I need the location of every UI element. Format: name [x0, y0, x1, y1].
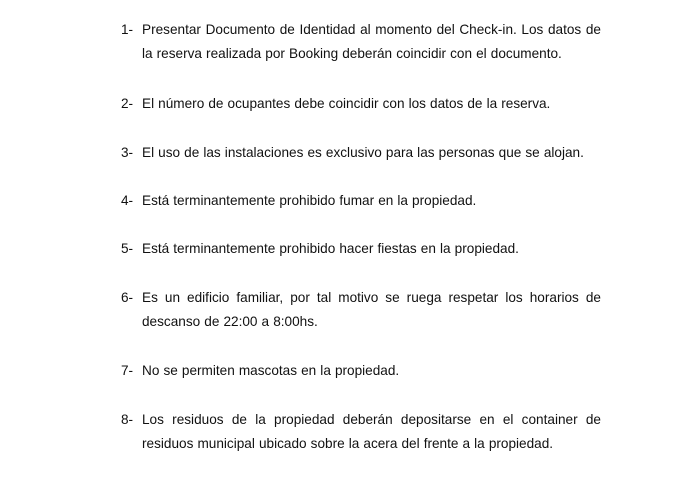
rule-item	[121, 286, 601, 334]
rule-text: El número de ocupantes debe coincidir con los datos de la reserva.	[142, 96, 551, 111]
rule-text: Es un edificio familiar, por tal motivo se ruega respetar los horarios de descanso de 22:00 a 8:00hs.	[142, 290, 601, 329]
rule-number: 4-	[121, 193, 134, 208]
rule-item	[121, 18, 601, 66]
rule-item	[121, 189, 601, 213]
rule-number: 8-	[121, 412, 134, 427]
rule-item	[121, 141, 601, 165]
rule-item	[121, 408, 601, 456]
rule-number: 7-	[121, 363, 134, 378]
rule-number: 6-	[121, 290, 134, 305]
rule-text: Presentar Documento de Identidad al momento del Check-in. Los datos de la reserva realizada por Booking deberán coincidir con el documento.	[142, 22, 601, 61]
rule-item	[121, 92, 601, 116]
rule-number: 1-	[121, 22, 134, 37]
rule-item	[121, 237, 601, 261]
rule-text: No se permiten mascotas en la propiedad.	[142, 363, 400, 378]
rule-number: 3-	[121, 145, 134, 160]
rule-text: Los residuos de la propiedad deberán depositarse en el container de residuos municipal ubicado sobre la acera del frente a la propiedad.	[142, 412, 601, 451]
rule-item	[121, 359, 601, 383]
rule-number: 2-	[121, 96, 134, 111]
rule-number: 5-	[121, 241, 134, 256]
rule-text: Está terminantemente prohibido hacer fiestas en la propiedad.	[142, 241, 519, 256]
rule-text: El uso de las instalaciones es exclusivo para las personas que se alojan.	[142, 145, 584, 160]
rule-text: Está terminantemente prohibido fumar en la propiedad.	[142, 193, 477, 208]
